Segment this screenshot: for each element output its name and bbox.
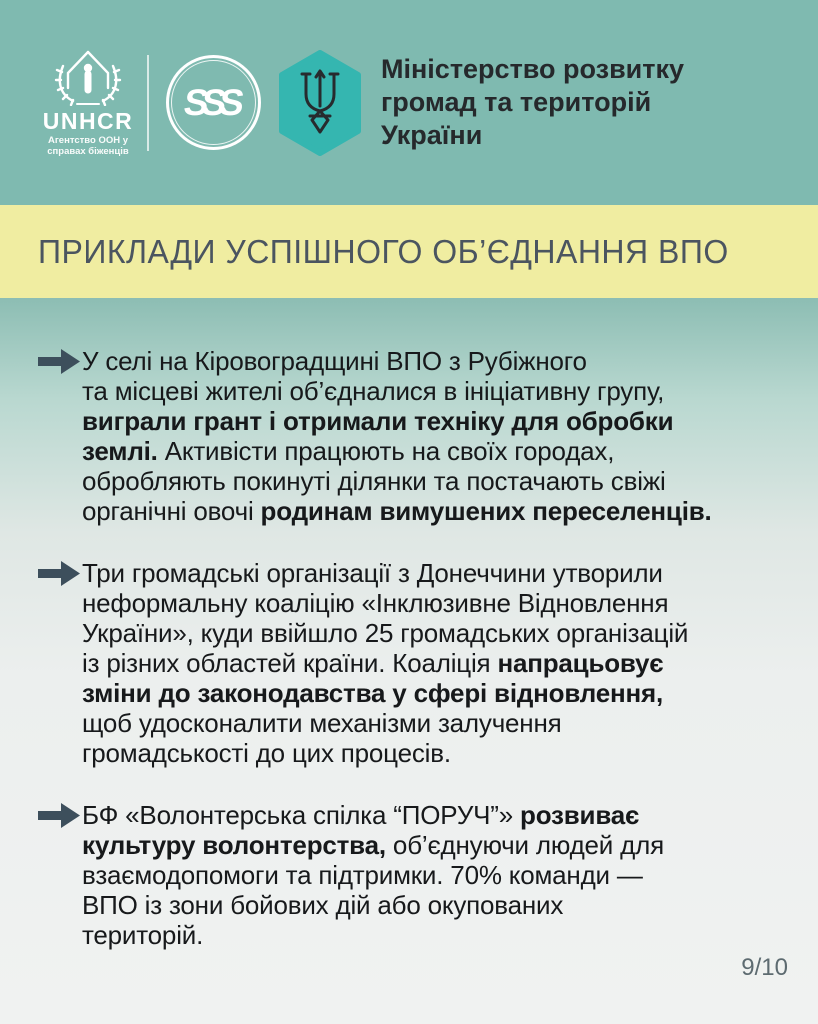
bullet-item-3 xyxy=(38,800,788,950)
page-indicator: 9/10 xyxy=(741,954,788,981)
ministry-emblem xyxy=(279,50,361,156)
sss-logo-text: SSS xyxy=(181,81,240,123)
bullet-text: У селі на Кіровоградщині ВПО з Рубіжного та місцеві жителі об’єдналися в ініціативну групу, виграли грант і отримали техніку для обробки землі. Активісти працюють на своїх городах, обробляють покинуті ділянки та постачають свіжі органічні овочі родинам вимушених переселенців. xyxy=(82,346,712,526)
unhcr-logo xyxy=(44,48,132,158)
arrow-icon xyxy=(38,800,82,950)
unhcr-wordmark: UNHCR xyxy=(42,107,134,134)
title-band xyxy=(0,205,818,298)
bullet-item-2 xyxy=(38,558,788,768)
unhcr-emblem-icon xyxy=(53,48,123,106)
bullet-item-1 xyxy=(38,346,788,526)
bullet-text: Три громадські організації з Донеччини утворили неформальну коаліцію «Інклюзивне Відновлення України», куди ввійшло 25 громадських організацій із різних областей країни. Коаліція напрацьовує зміни до законодавства у сфері відновлення, щоб удосконалити механізми залучення громадськості до цих процесів. xyxy=(82,558,689,768)
ministry-name: Міністерство розвитку громад та територій України xyxy=(381,54,685,150)
trident-hexagon-icon xyxy=(279,50,361,156)
unhcr-subtitle: Агентство ООН у справах біженців xyxy=(47,134,129,157)
arrow-icon xyxy=(38,558,82,768)
page-title: ПРИКЛАДИ УСПІШНОГО ОБ’ЄДНАННЯ ВПО xyxy=(38,232,729,270)
content-area xyxy=(0,298,818,950)
header-band xyxy=(0,0,818,205)
bullet-text: БФ «Волонтерська спілка “ПОРУЧ”» розвиває культуру волонтерства, об’єднуючи людей для взаємодопомоги та підтримки. 70% команди — ВПО із зони бойових дій або окупованих територій. xyxy=(82,800,664,950)
arrow-icon xyxy=(38,346,82,526)
sss-circle-logo xyxy=(166,55,261,150)
header-divider xyxy=(147,55,149,151)
